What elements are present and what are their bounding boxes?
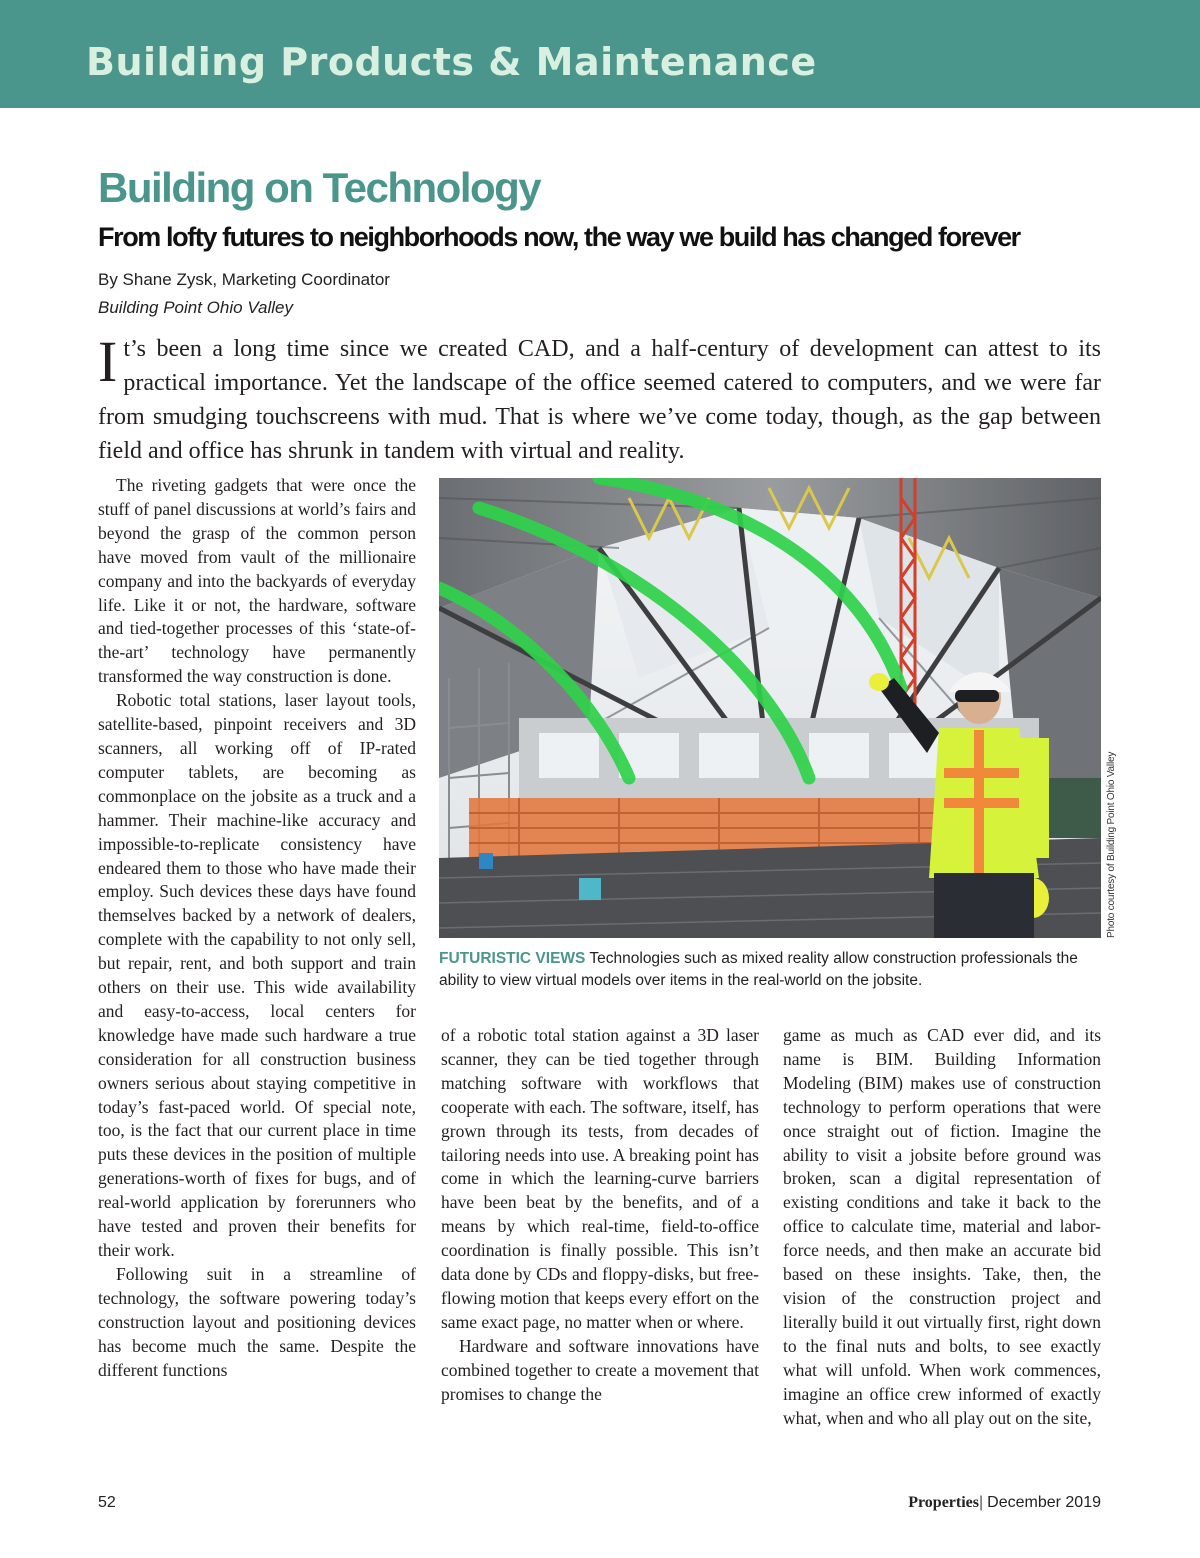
article-byline: By Shane Zysk, Marketing Coordinator bbox=[98, 270, 390, 289]
mixed-reality-construction-illustration bbox=[439, 478, 1101, 938]
section-title: Building Products & Maintenance bbox=[86, 40, 817, 84]
caption-lead: FUTURISTIC VIEWS bbox=[439, 950, 586, 967]
intro-paragraph bbox=[98, 329, 1101, 468]
body-column-3 bbox=[783, 1024, 1101, 1430]
photo-credit: Photo courtesy of Building Point Ohio Valley bbox=[1106, 751, 1117, 938]
page-number: 52 bbox=[98, 1494, 116, 1511]
article-subhead: From lofty futures to neighborhoods now, the way we build has changed forever bbox=[98, 222, 1020, 252]
body-paragraph: Robotic total stations, laser layout tools, satellite-based, pinpoint receivers and 3D scanners, all working off of IP-rated computer tablets, are becoming as commonplace on the jobsite as a truck and a hammer. Their machine-like accuracy and impossible-to-replicate consistency have endeared them to those who have made their employ. Such devices these days have found themselves backed by a network of dealers, complete with the capability to not only sell, but repair, rent, and both support and train others on their use. This wide availability and easy-to-access, local centers for knowledge have made such hardware a true consideration for all construction business owners serious about staying competitive in today’s fast-paced world. Of special note, too, is the fact that our current place in time puts these devices in the position of multiple generations-worth of fixes for bugs, and of real-world application by forerunners who have tested and proven their benefits for their work. bbox=[98, 690, 416, 1260]
body-paragraph: of a robotic total station against a 3D laser scanner, they can be tied together through matching software with workflows that cooperate with each. The software, itself, has grown through its tests, from decades of tailoring needs into use. A breaking point has come in which the learning-curve barriers have been beat by the benefits, and of a means by which real-time, field-to-office coordination is finally possible. This isn’t data done by CDs and floppy-disks, but free-flowing motion that keeps every effort on the same exact page, no matter when or where. bbox=[441, 1025, 759, 1332]
author-organization: Building Point Ohio Valley bbox=[98, 298, 293, 317]
magazine-name: Properties bbox=[908, 1494, 979, 1511]
body-paragraph: Following suit in a streamline of technology, the software powering today’s construction layout and positioning devices has become much the same. Despite the different functions bbox=[98, 1263, 416, 1380]
body-column-2 bbox=[441, 1024, 759, 1407]
footer-issue-line bbox=[908, 1494, 1101, 1512]
section-banner bbox=[0, 0, 1200, 108]
drop-cap: I bbox=[98, 329, 118, 394]
body-paragraph: The riveting gadgets that were once the stuff of panel discussions at world’s fairs and beyond the grasp of the common person have moved from vault of the millionaire company and into the backyards of everyday life. Like it or not, the hardware, software and tied-together processes of this ‘state-of-the-art’ technology have permanently transformed the way construction is done. bbox=[98, 475, 416, 687]
footer-separator: | bbox=[979, 1494, 984, 1511]
body-column-1 bbox=[98, 474, 416, 1382]
issue-date: December 2019 bbox=[987, 1494, 1101, 1511]
body-paragraph: game as much as CAD ever did, and its name is BIM. Building Information Modeling (BIM) makes use of construction technology to perform operations that were once straight out of fiction. Imagine the ability to visit a jobsite before ground was broken, scan a digital representation of existing conditions and take it back to the office to calculate time, material and labor-force needs, and then make an accurate bid based on these insights. Take, then, the vision of the construction project and literally build it out virtually first, right down to the final nuts and bolts, to see exactly what will unfold. When work commences, imagine an office crew informed of exactly what, when and who all play out on the site, bbox=[783, 1025, 1101, 1428]
article-headline: Building on Technology bbox=[98, 164, 541, 211]
body-paragraph: Hardware and software innovations have combined together to create a movement that promises to change the bbox=[441, 1335, 759, 1404]
photo-caption bbox=[439, 948, 1101, 992]
jobsite-photo bbox=[439, 478, 1101, 938]
caption-text: Technologies such as mixed reality allow construction professionals the ability to view virtual models over items in the real-world on the jobsite. bbox=[439, 950, 1078, 989]
intro-text: t’s been a long time since we created CAD, and a half-century of development can attest to its practical importance. Yet the landscape of the office seemed catered to computers, and we were far from smudging touchscreens with mud. That is where we’ve come today, though, as the gap between field and office has shrunk in tandem with virtual and reality. bbox=[98, 336, 1101, 464]
